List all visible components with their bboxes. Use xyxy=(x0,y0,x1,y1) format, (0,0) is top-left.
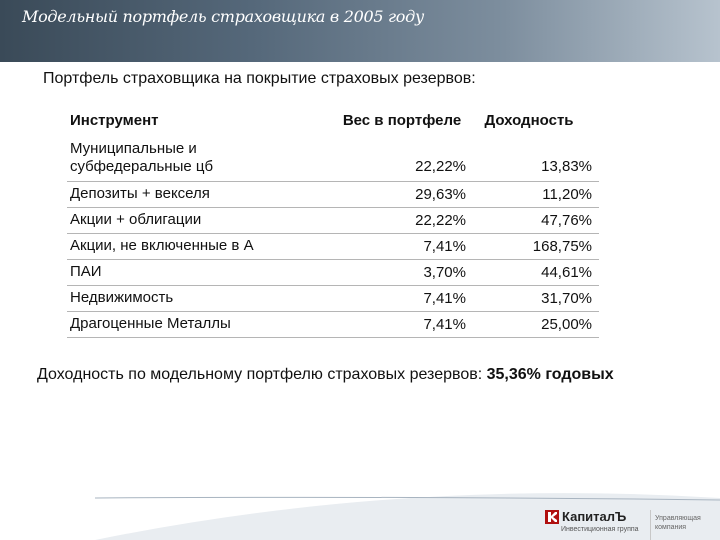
table-row xyxy=(67,135,599,181)
portfolio-subtitle: Портфель страховщика на покрытие страховых резервов: xyxy=(43,70,476,87)
instrument-cell: Акции, не включенные в А xyxy=(67,233,338,259)
slide-title: Модельный портфель страховщика в 2005 году xyxy=(22,7,424,26)
logo-right-caption: Управляющая компания xyxy=(655,515,701,531)
instrument-cell: ПАИ xyxy=(67,259,338,285)
yield-cell: 31,70% xyxy=(466,285,599,311)
logo-mark-icon xyxy=(545,510,559,524)
weight-cell: 22,22% xyxy=(338,207,466,233)
instrument-cell: Недвижимость xyxy=(67,285,338,311)
instrument-cell: Депозиты + векселя xyxy=(67,181,338,207)
column-header-instrument: Инструмент xyxy=(70,112,159,129)
instrument-line-1: Муниципальные и xyxy=(70,139,197,157)
column-header-yield: Доходность xyxy=(484,112,574,129)
weight-cell: 7,41% xyxy=(338,311,466,337)
table-header-row xyxy=(67,106,599,135)
table-row xyxy=(67,285,599,311)
yield-cell: 47,76% xyxy=(466,207,599,233)
instrument-cell: Акции + облигации xyxy=(67,207,338,233)
table-row xyxy=(67,233,599,259)
yield-cell: 25,00% xyxy=(466,311,599,337)
instrument-line-2: субфедеральные цб xyxy=(70,157,214,175)
yield-cell: 44,61% xyxy=(466,259,599,285)
portfolio-table xyxy=(67,106,599,338)
table-row xyxy=(67,311,599,337)
table-row xyxy=(67,181,599,207)
table-row xyxy=(67,207,599,233)
logo-subtitle: Инвестиционная группа xyxy=(561,526,639,533)
instrument-cell: Драгоценные Металлы xyxy=(67,311,338,337)
column-header-weight: Вес в портфеле xyxy=(342,112,462,129)
summary-value: 35,36% годовых xyxy=(486,366,614,383)
yield-cell: 11,20% xyxy=(466,181,599,207)
instrument-cell xyxy=(67,135,338,181)
weight-cell: 3,70% xyxy=(338,259,466,285)
yield-cell: 168,75% xyxy=(466,233,599,259)
logo-divider xyxy=(650,510,651,540)
weight-cell: 7,41% xyxy=(338,233,466,259)
summary-text: Доходность по модельному портфелю страховых резервов: xyxy=(37,366,487,383)
slide-header xyxy=(0,0,720,62)
weight-cell: 29,63% xyxy=(338,181,466,207)
weight-cell: 7,41% xyxy=(338,285,466,311)
logo-name: КапиталЪ xyxy=(562,509,627,524)
weight-cell: 22,22% xyxy=(338,135,466,181)
table-row xyxy=(67,259,599,285)
portfolio-summary xyxy=(37,366,614,384)
yield-cell: 13,83% xyxy=(466,135,599,181)
company-logo xyxy=(545,510,720,540)
